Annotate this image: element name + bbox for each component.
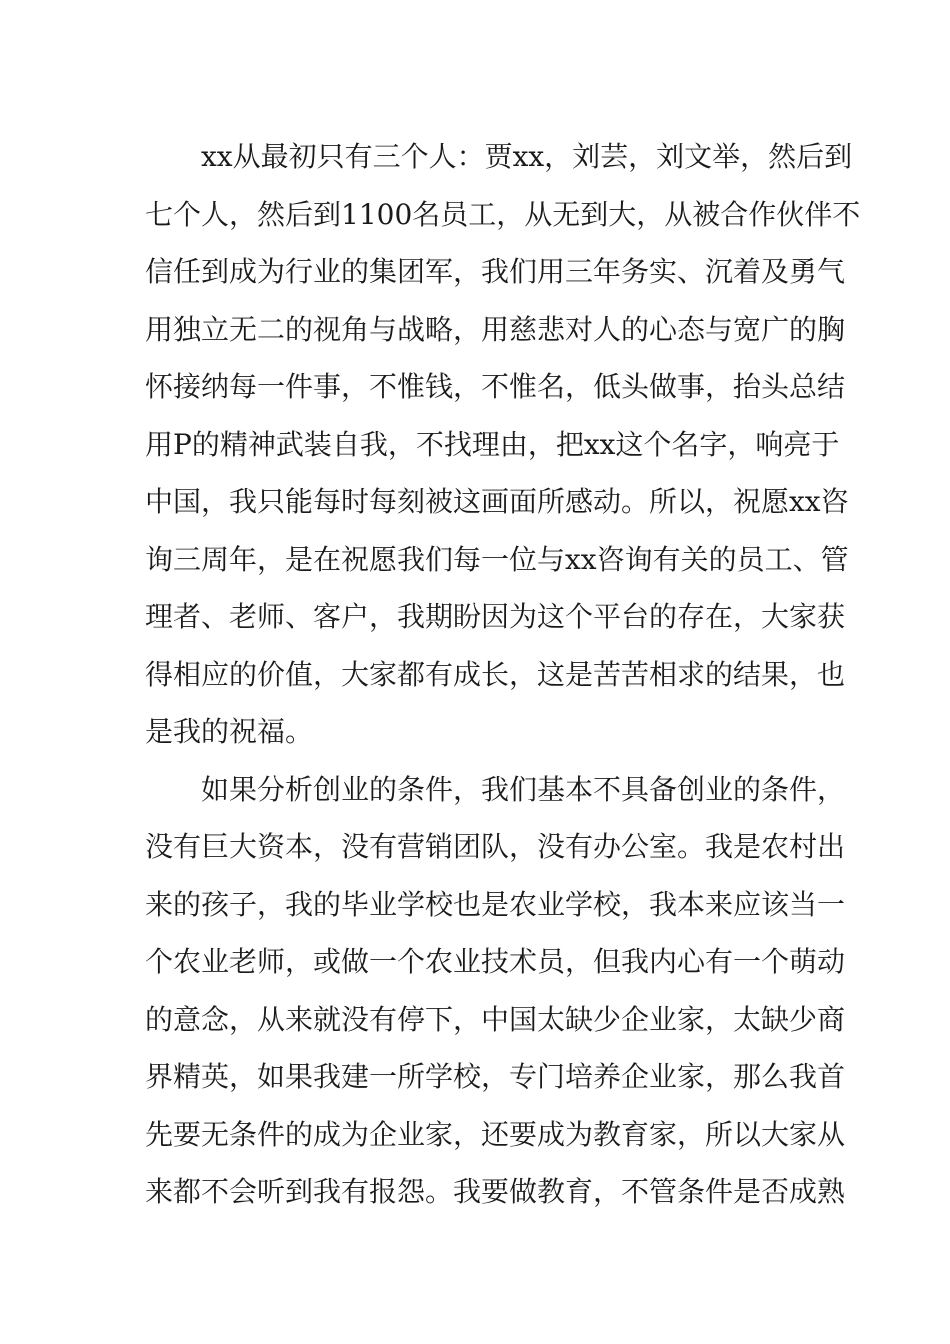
paragraph-line: 来的孩子，我的毕业学校也是农业学校，我本来应该当一 <box>145 887 846 921</box>
paragraph-line: 七个人，然后到1100名员工，从无到大，从被合作伙伴不 <box>145 197 861 231</box>
paragraph-line: 中国，我只能每时每刻被这画面所感动。所以，祝愿xx咨 <box>145 485 849 518</box>
paragraph-line: 是我的祝福。 <box>145 715 314 748</box>
paragraph-line: xx从最初只有三个人：贾xx，刘芸，刘文举，然后到 <box>201 140 853 173</box>
paragraph-line: 用独立无二的视角与战略，用慈悲对人的心态与宽广的胸 <box>145 312 846 346</box>
paragraph-1 <box>145 128 861 761</box>
paragraph-line: 信任到成为行业的集团军，我们用三年务实、沉着及勇气 <box>145 255 846 288</box>
paragraph-line: 个农业老师，或做一个农业技术员，但我内心有一个萌动 <box>145 945 846 978</box>
paragraph-line: 用P的精神武装自我，不找理由，把xx这个名字，响亮于 <box>145 427 840 461</box>
paragraph-line: 没有巨大资本，没有营销团队，没有办公室。我是农村出 <box>145 830 846 863</box>
body-text <box>145 128 861 1221</box>
paragraph-line: 界精英，如果我建一所学校，专门培养企业家，那么我首 <box>145 1060 846 1093</box>
paragraph-line: 怀接纳每一件事，不惟钱，不惟名，低头做事，抬头总结 <box>145 370 846 403</box>
paragraph-line: 先要无条件的成为企业家，还要成为教育家，所以大家从 <box>145 1117 846 1151</box>
paragraph-line: 得相应的价值，大家都有成长，这是苦苦相求的结果，也 <box>145 657 846 691</box>
paragraph-line: 来都不会听到我有报怨。我要做教育，不管条件是否成熟 <box>145 1175 846 1208</box>
paragraph-line: 理者、老师、客户，我期盼因为这个平台的存在，大家获 <box>145 600 846 633</box>
paragraph-line: 询三周年，是在祝愿我们每一位与xx咨询有关的员工、管 <box>145 542 849 576</box>
paragraph-line: 的意念，从来就没有停下，中国太缺少企业家，太缺少商 <box>145 1002 846 1036</box>
paragraph-2 <box>145 761 846 1221</box>
paragraph-line: 如果分析创业的条件，我们基本不具备创业的条件， <box>201 772 846 806</box>
